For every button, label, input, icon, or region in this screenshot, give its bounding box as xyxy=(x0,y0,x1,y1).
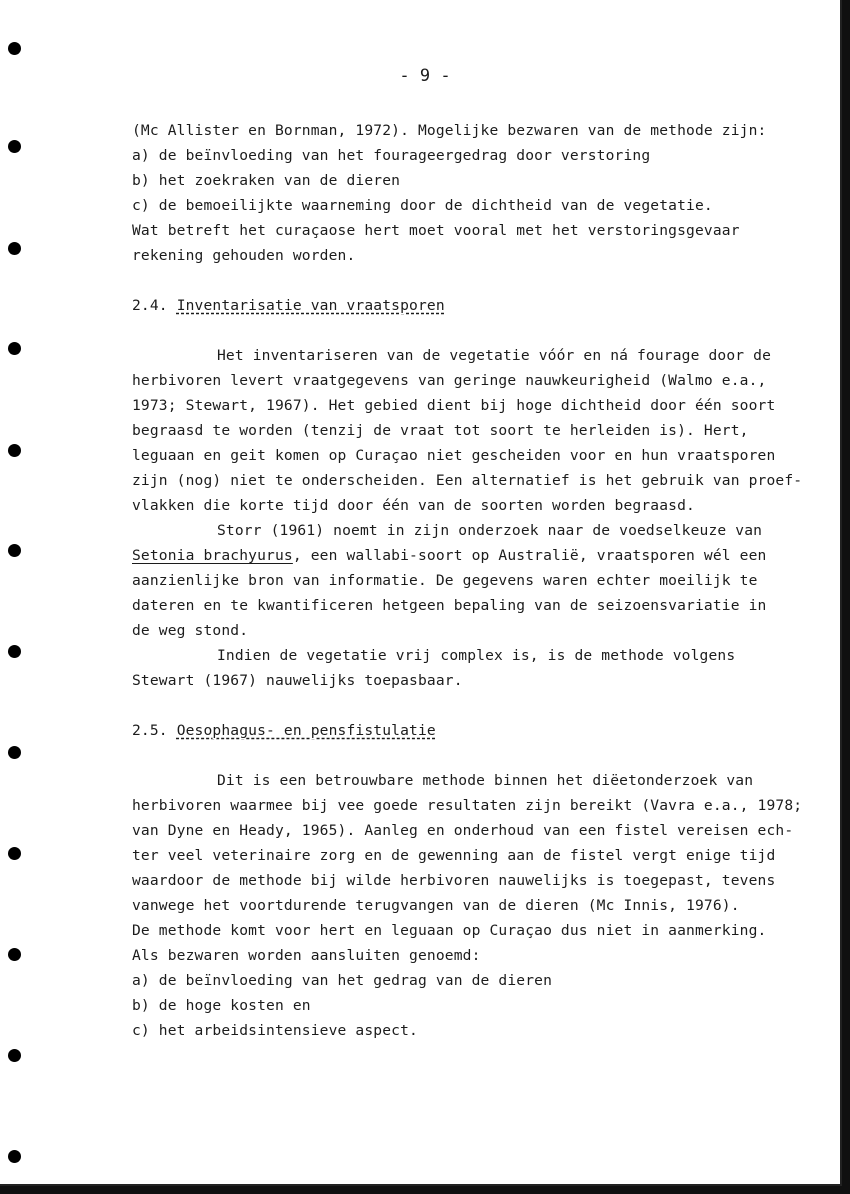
text-line: zijn (nog) niet te onderscheiden. Een alternatief is het gebruik van proef- xyxy=(132,472,803,489)
text-line: vanwege het voortdurende terugvangen van de dieren (Mc Innis, 1976). xyxy=(132,897,740,914)
punch-hole xyxy=(8,948,21,961)
text-line: Storr (1961) noemt in zijn onderzoek naar de voedselkeuze van xyxy=(217,522,763,539)
section-number: 2.5. xyxy=(132,722,168,739)
text-line: vlakken die korte tijd door één van de soorten worden begraasd. xyxy=(132,497,695,514)
text-line: c) de bemoeilijkte waarneming door de dichtheid van de vegetatie. xyxy=(132,197,713,214)
text-line: leguaan en geit komen op Curaçao niet gescheiden voor en hun vraatsporen xyxy=(132,447,776,464)
punch-hole xyxy=(8,140,21,153)
text-line: Dit is een betrouwbare methode binnen het diëetonderzoek van xyxy=(217,772,754,789)
punch-hole xyxy=(8,1049,21,1062)
punch-hole xyxy=(8,1150,21,1163)
text-line: a) de beïnvloeding van het fourageergedrag door verstoring xyxy=(132,147,651,164)
text-line: Indien de vegetatie vrij complex is, is de methode volgens xyxy=(217,647,736,664)
text-line: herbivoren waarmee bij vee goede resultaten zijn bereikt (Vavra e.a., 1978; xyxy=(132,797,803,814)
text-line: de weg stond. xyxy=(132,622,249,639)
punch-hole xyxy=(8,847,21,860)
punch-hole xyxy=(8,544,21,557)
section-title: Oesophagus- en pensfistulatie xyxy=(176,722,436,739)
punch-hole xyxy=(8,444,21,457)
text-line: rekening gehouden worden. xyxy=(132,247,356,264)
text-line: ter veel veterinaire zorg en de gewenning aan de fistel vergt enige tijd xyxy=(132,847,776,864)
text-line: aanzienlijke bron van informatie. De gegevens waren echter moeilijk te xyxy=(132,572,758,589)
section-heading-2-4 xyxy=(132,296,445,316)
text-line: a) de beïnvloeding van het gedrag van de dieren xyxy=(132,972,553,989)
text-line: herbivoren levert vraatgegevens van geringe nauwkeurigheid (Walmo e.a., xyxy=(132,372,767,389)
text-line: 1973; Stewart, 1967). Het gebied dient bij hoge dichtheid door één soort xyxy=(132,397,776,414)
text-line: Het inventariseren van de vegetatie vóór en ná fourage door de xyxy=(217,347,772,364)
species-name: Setonia brachyurus xyxy=(132,547,293,564)
text-line: Als bezwaren worden aansluiten genoemd: xyxy=(132,947,481,964)
text-line: dateren en te kwantificeren hetgeen bepaling van de seizoensvariatie in xyxy=(132,597,767,614)
page-number: - 9 - xyxy=(399,66,451,86)
text-line: van Dyne en Heady, 1965). Aanleg en onderhoud van een fistel vereisen ech- xyxy=(132,822,794,839)
section-heading-2-5 xyxy=(132,721,436,741)
text-line: c) het arbeidsintensieve aspect. xyxy=(132,1022,418,1039)
punch-hole xyxy=(8,645,21,658)
punch-hole xyxy=(8,746,21,759)
text-line: b) de hoge kosten en xyxy=(132,997,311,1014)
text-fragment: , een wallabi-soort op Australië, vraatsporen wél een xyxy=(292,547,767,564)
text-line: De methode komt voor hert en leguaan op Curaçao dus niet in aanmerking. xyxy=(132,922,767,939)
section-title: Inventarisatie van vraatsporen xyxy=(176,297,445,314)
text-line: Stewart (1967) nauwelijks toepasbaar. xyxy=(132,672,463,689)
text-line: (Mc Allister en Bornman, 1972). Mogelijke bezwaren van de methode zijn: xyxy=(132,122,767,139)
section-number: 2.4. xyxy=(132,297,168,314)
text-line: Wat betreft het curaçaose hert moet vooral met het verstoringsgevaar xyxy=(132,222,740,239)
punch-hole xyxy=(8,42,21,55)
text-line: begraasd te worden (tenzij de vraat tot soort te herleiden is). Hert, xyxy=(132,422,749,439)
punch-hole xyxy=(8,342,21,355)
text-line xyxy=(132,546,766,566)
punch-hole xyxy=(8,242,21,255)
text-line: b) het zoekraken van de dieren xyxy=(132,172,401,189)
text-line: waardoor de methode bij wilde herbivoren nauwelijks is toegepast, tevens xyxy=(132,872,776,889)
